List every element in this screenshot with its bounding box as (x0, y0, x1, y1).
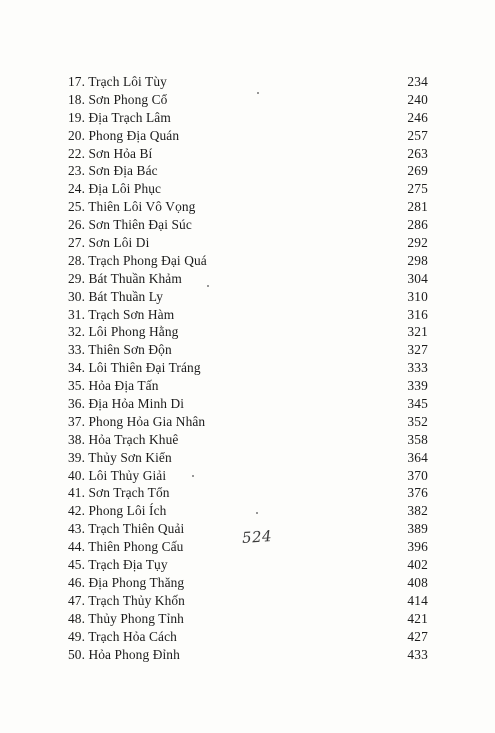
toc-entry (68, 252, 428, 270)
toc-entry-title: 22. Sơn Hỏa Bí (68, 145, 153, 161)
toc-entry (68, 395, 428, 413)
toc-entry-page-number: 402 (407, 557, 428, 573)
toc-entry-title: 50. Hỏa Phong Đỉnh (68, 646, 180, 662)
table-of-contents (68, 73, 428, 663)
toc-entry (68, 91, 428, 109)
toc-entry-page-number: 408 (407, 574, 428, 590)
toc-entry (68, 449, 428, 467)
toc-entry-title: 36. Địa Hỏa Minh Di (68, 396, 185, 412)
toc-entry-page-number: 310 (407, 288, 428, 304)
toc-entry (68, 628, 428, 646)
toc-entry-title: 43. Trạch Thiên Quải (68, 521, 185, 537)
toc-entry (68, 234, 428, 252)
toc-entry-title: 39. Thủy Sơn Kiển (68, 449, 172, 465)
toc-entry-title: 24. Địa Lôi Phục (68, 181, 162, 197)
toc-entry (68, 145, 428, 163)
toc-entry (68, 413, 428, 431)
toc-entry-page-number: 396 (407, 539, 428, 555)
toc-entry-page-number: 281 (407, 199, 428, 215)
toc-entry (68, 323, 428, 341)
toc-entry-page-number: 370 (407, 467, 428, 483)
toc-entry (68, 359, 428, 377)
toc-entry (68, 610, 428, 628)
toc-entry-title: 26. Sơn Thiên Đại Súc (68, 217, 192, 233)
scan-speck (256, 512, 258, 514)
toc-entry-page-number: 316 (407, 306, 428, 322)
toc-entry (68, 556, 428, 574)
toc-entry-page-number: 389 (407, 521, 428, 537)
toc-entry-page-number: 358 (407, 431, 428, 447)
toc-entry-page-number: 286 (407, 217, 428, 233)
toc-entry (68, 270, 428, 288)
toc-entry-page-number: 333 (407, 360, 428, 376)
toc-entry (68, 73, 428, 91)
toc-entry-page-number: 421 (407, 610, 428, 626)
toc-entry-page-number: 298 (407, 252, 428, 268)
toc-entry-page-number: 364 (407, 449, 428, 465)
toc-entry (68, 592, 428, 610)
toc-entry-page-number: 234 (407, 74, 428, 89)
toc-entry-title: 32. Lôi Phong Hằng (68, 324, 179, 340)
toc-entry-page-number: 327 (407, 342, 428, 358)
scan-speck (207, 285, 209, 287)
toc-entry-title: 45. Trạch Địa Tụy (68, 557, 168, 573)
toc-entry-page-number: 257 (407, 127, 428, 143)
toc-entry-page-number: 382 (407, 503, 428, 519)
toc-entry (68, 306, 428, 324)
toc-entry-title: 25. Thiên Lôi Vô Vọng (68, 199, 196, 215)
toc-entry-title: 37. Phong Hỏa Gia Nhân (68, 413, 206, 429)
toc-entry-title: 42. Phong Lôi Ích (68, 503, 167, 519)
toc-entry (68, 467, 428, 485)
toc-entry-page-number: 269 (407, 163, 428, 179)
toc-entry (68, 484, 428, 502)
toc-entry (68, 288, 428, 306)
toc-entry-title: 41. Sơn Trạch Tổn (68, 485, 170, 501)
toc-entry (68, 180, 428, 198)
toc-entry-page-number: 321 (407, 324, 428, 340)
toc-entry-title: 47. Trạch Thủy Khốn (68, 592, 185, 608)
toc-entry-title: 30. Bát Thuần Ly (68, 288, 164, 304)
toc-entry-page-number: 339 (407, 378, 428, 394)
toc-entry-page-number: 292 (407, 235, 428, 251)
toc-entry-title: 46. Địa Phong Thăng (68, 574, 185, 590)
toc-entry-page-number: 376 (407, 485, 428, 501)
toc-entry-page-number: 352 (407, 413, 428, 429)
toc-entry-page-number: 345 (407, 396, 428, 412)
toc-entry (68, 216, 428, 234)
toc-entry-page-number: 414 (407, 592, 428, 608)
toc-entry (68, 341, 428, 359)
toc-entry-title: 17. Trạch Lôi Tùy (68, 74, 167, 89)
scan-speck (192, 475, 194, 477)
toc-entry-title: 31. Trạch Sơn Hàm (68, 306, 175, 322)
toc-entry-page-number: 263 (407, 145, 428, 161)
toc-entry (68, 431, 428, 449)
toc-entry-title: 49. Trạch Hỏa Cách (68, 628, 177, 644)
toc-entry-page-number: 240 (407, 91, 428, 107)
toc-entry-page-number: 275 (407, 181, 428, 197)
toc-entry-title: 33. Thiên Sơn Độn (68, 342, 172, 358)
toc-entry-title: 28. Trạch Phong Đại Quá (68, 252, 207, 268)
toc-entry (68, 646, 428, 664)
handwritten-page-number: 524 (241, 526, 273, 548)
toc-entry (68, 574, 428, 592)
toc-entry (68, 162, 428, 180)
toc-entry (68, 109, 428, 127)
toc-entry-title: 18. Sơn Phong Cổ (68, 91, 168, 107)
toc-entry-title: 20. Phong Địa Quán (68, 127, 180, 143)
toc-entry (68, 198, 428, 216)
toc-entry-page-number: 246 (407, 109, 428, 125)
toc-entry-title: 40. Lôi Thủy Giải (68, 467, 167, 483)
toc-entry-title: 35. Hỏa Địa Tấn (68, 378, 159, 394)
toc-entry (68, 377, 428, 395)
toc-entry-title: 34. Lôi Thiên Đại Tráng (68, 360, 201, 376)
scan-speck (257, 92, 259, 94)
toc-entry-page-number: 304 (407, 270, 428, 286)
toc-entry (68, 127, 428, 145)
toc-entry (68, 502, 428, 520)
toc-entry-title: 44. Thiên Phong Cấu (68, 539, 184, 555)
toc-entry-title: 23. Sơn Địa Bác (68, 163, 158, 179)
toc-entry-page-number: 433 (407, 646, 428, 662)
toc-entry-title: 19. Địa Trạch Lâm (68, 109, 171, 125)
toc-entry-page-number: 427 (407, 628, 428, 644)
toc-entry-title: 48. Thủy Phong Tỉnh (68, 610, 184, 626)
toc-entry-title: 29. Bát Thuần Khảm (68, 270, 182, 286)
toc-entry-title: 38. Hỏa Trạch Khuê (68, 431, 179, 447)
toc-entry-title: 27. Sơn Lôi Di (68, 235, 150, 251)
